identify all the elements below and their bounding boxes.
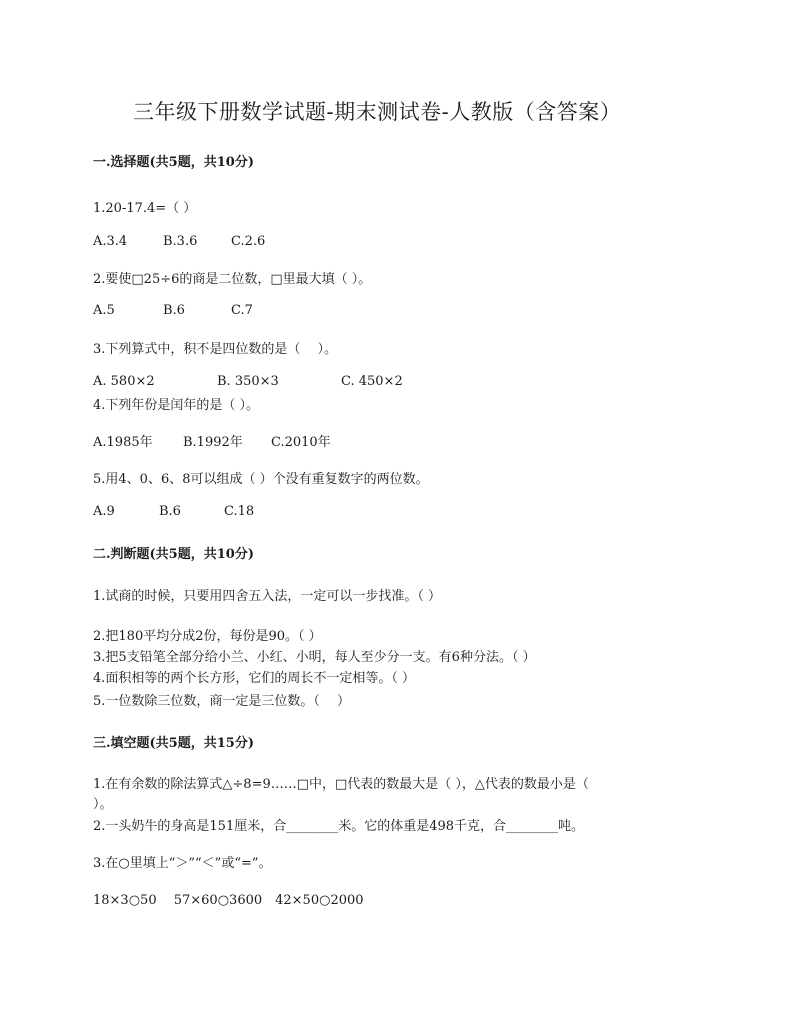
option-c: C.7 <box>231 303 253 318</box>
section-heading-judgment: 二.判断题(共5题，共10分) <box>93 547 254 562</box>
question-text: 2.把180平均分成2份，每份是90。（ ） <box>93 629 322 644</box>
question-text: 1.在有余数的除法算式△÷8=9……□中，□代表的数最大是（ ），△代表的数最小是（ <box>93 777 589 792</box>
question-text: 2.一头奶牛的身高是151厘米，合________米。它的体重是498千克，合________吨。 <box>93 819 585 834</box>
option-a: A.9 <box>93 504 115 519</box>
option-a: A.5 <box>93 303 115 318</box>
option-a: A.1985年 <box>93 435 153 450</box>
question-text: 18×3○50 57×60○3600 42×50○2000 <box>93 893 364 908</box>
option-c: C.2.6 <box>231 234 266 249</box>
question-text: 5.用4、0、6、8可以组成（ ）个没有重复数字的两位数。 <box>93 472 429 487</box>
question-text-continued: ）。 <box>93 797 113 812</box>
option-b: B. 350×3 <box>217 374 279 389</box>
question-text: 3.在○里填上“＞”“＜”或“=”。 <box>93 856 272 871</box>
option-b: B.6 <box>159 504 181 519</box>
section-heading-fill: 三.填空题(共5题，共15分) <box>93 736 254 751</box>
option-a: A. 580×2 <box>93 374 155 389</box>
question-text: 5.一位数除三位数，商一定是三位数。（ ） <box>93 694 351 709</box>
option-c: C.18 <box>224 504 255 519</box>
question-text: 4.面积相等的两个长方形，它们的周长不一定相等。（ ） <box>93 671 416 686</box>
option-b: B.1992年 <box>183 435 243 450</box>
question-text: 2.要使□25÷6的商是二位数，□里最大填（ ）。 <box>93 272 372 287</box>
option-c: C.2010年 <box>271 435 331 450</box>
option-c: C. 450×2 <box>341 374 403 389</box>
page-title: 三年级下册数学试题-期末测试卷-人教版（含答案） <box>133 100 622 124</box>
option-b: B.6 <box>163 303 185 318</box>
option-a: A.3.4 <box>93 234 128 249</box>
question-text: 4.下列年份是闰年的是（ ）。 <box>93 398 260 413</box>
section-heading-choice: 一.选择题(共5题，共10分) <box>93 155 254 170</box>
question-text: 3.下列算式中，积不是四位数的是（ ）。 <box>93 342 338 357</box>
question-text: 1.试商的时候，只要用四舍五入法，一定可以一步找准。（ ） <box>93 589 442 604</box>
question-text: 3.把5支铅笔全部分给小兰、小红、小明，每人至少分一支。有6种分法。（ ） <box>93 650 536 665</box>
option-b: B.3.6 <box>163 234 198 249</box>
question-text: 1.20-17.4=（ ） <box>93 201 197 216</box>
